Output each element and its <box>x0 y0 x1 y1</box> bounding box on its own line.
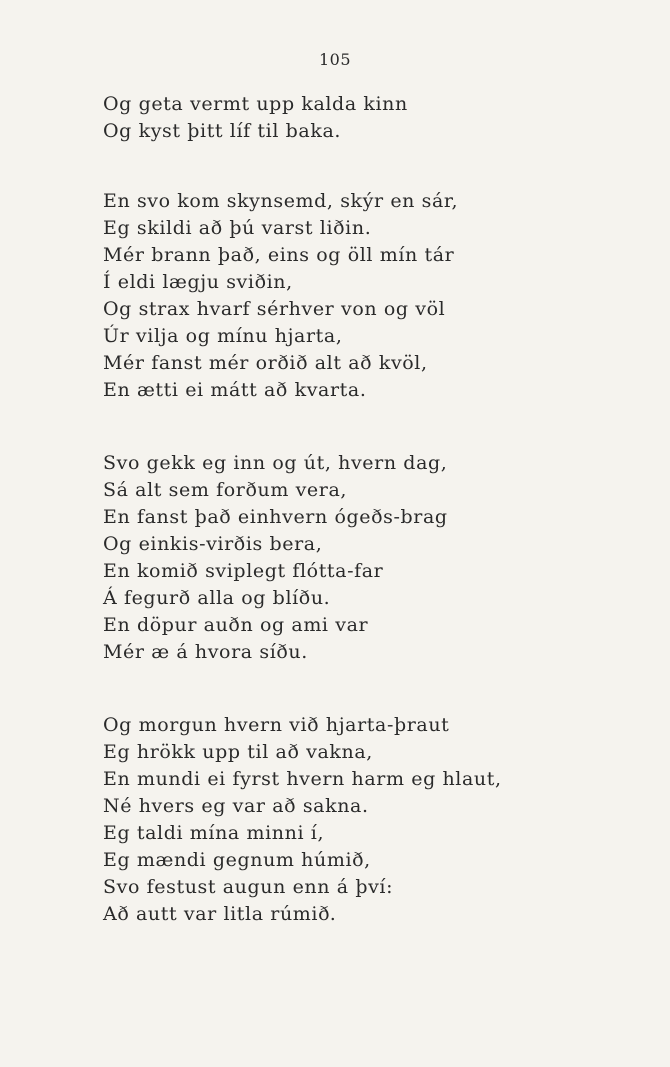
poem-line: Á fegurð alla og blíðu. <box>103 587 331 609</box>
poem-line: Eg skildi að þú varst liðin. <box>103 217 372 239</box>
poem-line: Og strax hvarf sérhver von og völ <box>103 298 446 320</box>
stanza-4 <box>103 712 563 928</box>
poem-line: Mér brann það, eins og öll mín tár <box>103 244 455 266</box>
poem-line: Mér æ á hvora síðu. <box>103 641 308 663</box>
poem-line: En fanst það einhvern ógeðs-brag <box>103 506 448 528</box>
page-number: 105 <box>318 50 352 69</box>
poem-line: Eg mændi gegnum húmið, <box>103 849 371 871</box>
poem-line: Og morgun hvern við hjarta-þraut <box>103 714 450 736</box>
stanza-1 <box>103 91 563 145</box>
poem-line: En komið sviplegt flótta-far <box>103 560 384 582</box>
stanza-2 <box>103 188 563 404</box>
poem-line: Í eldi lægju sviðin, <box>103 271 293 293</box>
poem-line: Og geta vermt upp kalda kinn <box>103 93 408 115</box>
poem-line: Að autt var litla rúmið. <box>103 903 337 925</box>
poem-line: En mundi ei fyrst hvern harm eg hlaut, <box>103 768 502 790</box>
poem-line: Svo gekk eg inn og út, hvern dag, <box>103 452 448 474</box>
poem-line: En svo kom skynsemd, skýr en sár, <box>103 190 459 212</box>
poem-line: Sá alt sem forðum vera, <box>103 479 348 501</box>
poem-line: Úr vilja og mínu hjarta, <box>103 325 343 347</box>
poem-line: Og kyst þitt líf til baka. <box>103 120 342 142</box>
poem-line: Mér fanst mér orðið alt að kvöl, <box>103 352 428 374</box>
poem-line: Eg taldi mína minni í, <box>103 822 325 844</box>
poem-line: En döpur auðn og ami var <box>103 614 369 636</box>
poem <box>103 91 563 928</box>
poem-line: Eg hrökk upp til að vakna, <box>103 741 373 763</box>
stanza-3 <box>103 450 563 666</box>
poem-line: Né hvers eg var að sakna. <box>103 795 369 817</box>
poem-line: Og einkis-virðis bera, <box>103 533 323 555</box>
poem-line: En ætti ei mátt að kvarta. <box>103 379 367 401</box>
poem-line: Svo festust augun enn á því: <box>103 876 394 898</box>
